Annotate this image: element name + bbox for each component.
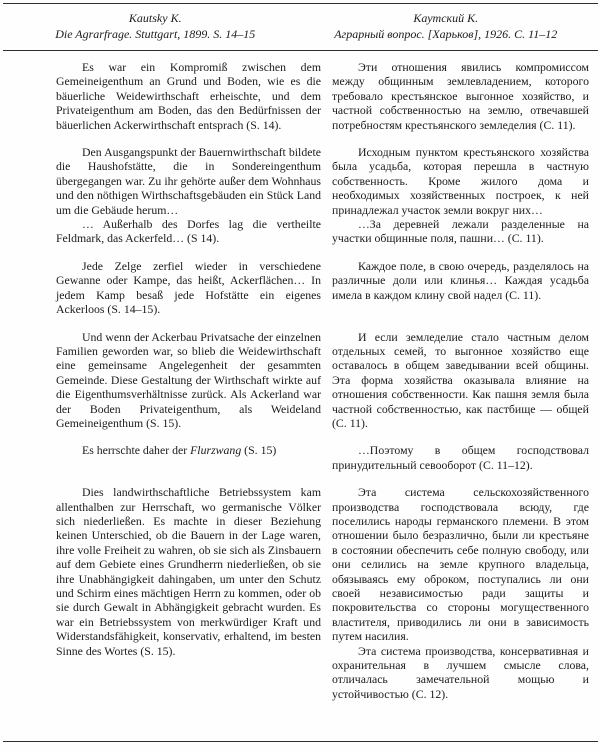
russian-paragraph-2a: Исходным пунктом крестьянского хозяйства была усадьба, которая перешла в частную собственность. Кроме жилого дома и необходимых хозяйственных построек, к ней принадлежал участок земли вокруг них… xyxy=(332,145,589,217)
russian-paragraph-1: Эти отношения явились компромиссом между общинным землевладением, которого требовало крестьянское выгонное хозяйство, и частной собственностью на землю, отвечавшей потребностям крестьянского земледелия (С. 11). xyxy=(332,60,589,132)
german-paragraph-5-prefix: Es herrschte daher der xyxy=(82,443,191,458)
russian-source-author: Каутский К. xyxy=(413,11,479,25)
german-paragraph-6: Dies landwirthschaftliche Betriebssystem kam allenthalben zur Herrschaft, wo germanische Völker sich niederließen. Es machte in dieser Beziehung keinen Unterschied, ob die Bauern in der Lage waren, ihre volle Freiheit zu wahren, ob sie sich als Zinsbauern auf dem Gebiete eines Grundherrn niederließen, ob sie ihre Unabhängigkeit dahingaben, um unter den Schutz und Schirm eines mächtigen Herrn zu kommen, oder ob sie durch Gewalt in Abhängigkeit gebracht wurden. Es war ein Betriebssystem von merkwürdiger Kraft und Widerstandsfähigkeit, konservativ, erhaltend, im besten Sinne des Wortes (S. 15). xyxy=(56,485,321,658)
parallel-text-body xyxy=(0,51,601,701)
german-paragraph-4: Und wenn der Ackerbau Privatsache der einzelnen Familien geworden war, so blieb die Weidewirthschaft eine gemeinsame Angelegenheit der gesammten Gemeinde. Diese Gestaltung der Wirthschaft wirkte auf die Eigenthumsverhältnisse zurück. Als Ackerland war der Boden Privateigenthum, als Weideland Gemeineigenthum (S. 15). xyxy=(56,329,321,430)
paragraph-row-3 xyxy=(56,259,589,317)
german-paragraph-2b: … Außerhalb des Dorfes lag die vertheilte Feldmark, das Ackerfeld… (S 14). xyxy=(56,217,321,246)
russian-column xyxy=(332,443,589,472)
russian-paragraph-6: Эта система сельскохозяйственного производства господствовала всюду, где поселились народы германского племени. В этом отношении было безразлично, были ли крестьяне в состоянии обеспечить себе полную свободу, или они селились на земле крупного владельца, обязываясь ему оброком, поступались ли они своей независимостью ради защиты и покровительства со стороны могущественного властителя, приводились ли они в зависимость путем насилия. xyxy=(332,485,589,644)
german-paragraph-2a: Den Ausgangspunkt der Bauernwirthschaft bildete die Haushofstätte, die in Sondereingenthum übergegangen war. Zu ihr gehörte außer dem Wohnhaus und den nöthigen Wirthschaftsgebäuden ein Stück Land um die Gebäude herum… xyxy=(56,145,321,217)
german-source-citation: Die Agrarfrage. Stuttgart, 1899. S. 14–15 xyxy=(55,26,256,41)
russian-column xyxy=(332,259,589,302)
paragraph-row-5 xyxy=(56,443,589,472)
german-column xyxy=(56,485,321,658)
russian-paragraph-2b: …За деревней лежали разделенные на участки общинные поля, пашни… (С. 11). xyxy=(332,217,589,246)
german-column xyxy=(56,145,321,246)
header-russian-source xyxy=(301,11,592,42)
german-paragraph-1: Es war ein Kompromiß zwischen dem Gemeineigenthum an Grund und Boden, wie es die bäuerliche Weidewirthschaft erheischte, und dem Privateigenthum am Boden, das den Bedürfnissen der bäuerlichen Ackerwirthschaft entsprach (S. 14). xyxy=(56,60,321,132)
german-paragraph-5 xyxy=(56,443,321,457)
bottom-rule xyxy=(3,741,598,742)
german-column xyxy=(56,330,321,431)
german-source-author: Kautsky K. xyxy=(128,11,182,25)
german-paragraph-3: Jede Zelge zerfiel wieder in verschiedene Gewanne oder Kampe, das heißt, Ackerflächen… In jedem Kamp besaß jede Hofstätte ein eigenes Ackerloos (S. 14–15). xyxy=(56,258,321,317)
paragraph-row-2 xyxy=(56,145,589,246)
russian-column xyxy=(332,145,589,246)
german-column xyxy=(56,60,321,132)
german-column xyxy=(56,443,321,457)
russian-column xyxy=(332,330,589,431)
german-paragraph-5-suffix: (S. 15) xyxy=(241,443,277,458)
russian-column xyxy=(332,485,589,701)
paragraph-row-6 xyxy=(56,485,589,701)
german-paragraph-5-term: Flurzwang xyxy=(190,443,242,458)
paragraph-row-1 xyxy=(56,60,589,132)
german-column xyxy=(56,259,321,317)
russian-paragraph-3: Каждое поле, в свою очередь, разделялось на различные доли или клинья… Каждая усадьба имела в каждом клину свой надел (С. 11). xyxy=(332,258,589,302)
russian-paragraph-7: Эта система производства, консервативная и охранительная в лучшем смысле слова, отличалась замечательной мощью и устойчивостью (С. 12). xyxy=(332,643,589,701)
russian-column xyxy=(332,60,589,132)
russian-paragraph-4: И если земледелие стало частным делом отдельных семей, то выгонное хозяйство еще оставалось в общем заведывании всей общины. Эта форма хозяйства оказывала влияние на отношения собственности. Как пашня земля была частной собственностью, как пастбище — общей (С. 11). xyxy=(332,329,589,430)
russian-paragraph-5: …Поэтому в общем господствовал принудительный севооборот (С. 11–12). xyxy=(332,443,589,472)
header xyxy=(0,4,601,50)
header-german-source xyxy=(10,11,301,42)
russian-source-citation: Аграрный вопрос. [Харьков], 1926. С. 11–12 xyxy=(334,26,558,41)
paragraph-row-4 xyxy=(56,330,589,431)
